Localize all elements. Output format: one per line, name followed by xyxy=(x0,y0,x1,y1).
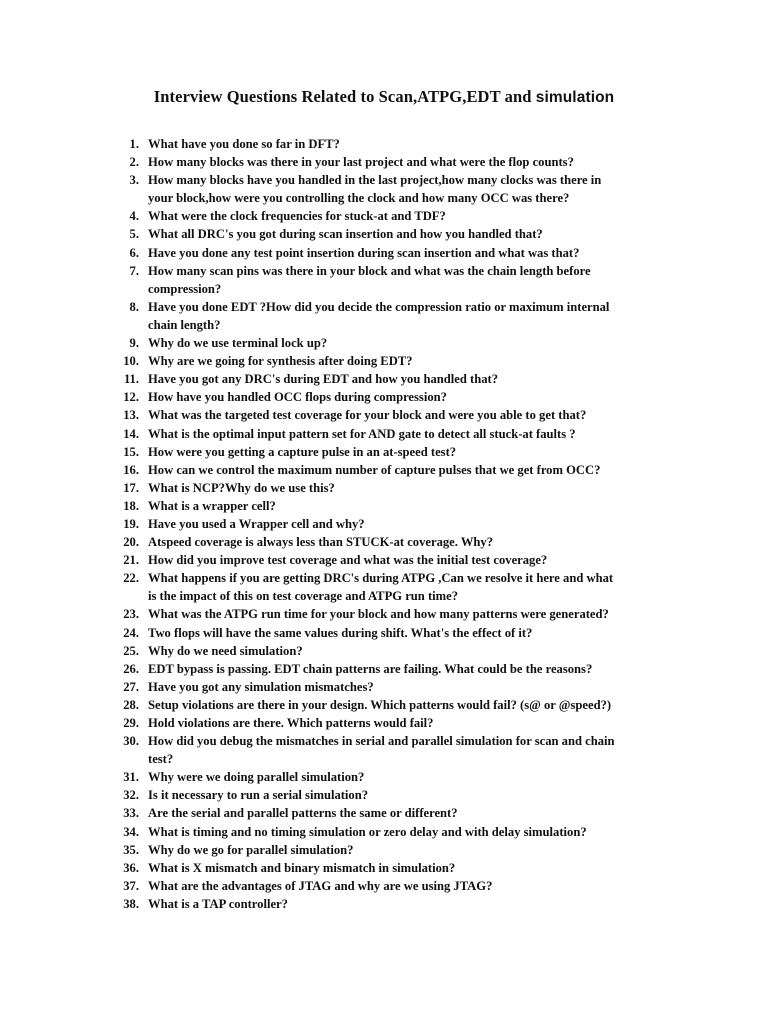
question-number: 18. xyxy=(123,498,139,513)
question-item xyxy=(112,605,672,623)
question-text-line: Hold violations are there. Which patterns would fail? xyxy=(148,716,434,730)
question-text-line: Have you got any DRC's during EDT and how you handled that? xyxy=(148,372,499,387)
question-item xyxy=(112,768,672,786)
question-text-line: How have you handled OCC flops during compression? xyxy=(148,390,447,405)
question-text xyxy=(148,804,672,822)
question-text-line: Is it necessary to run a serial simulation? xyxy=(148,788,369,803)
question-text-line: Are the serial and parallel patterns the same or different? xyxy=(148,806,458,821)
question-number: 15. xyxy=(123,444,139,459)
question-number: 38. xyxy=(123,896,139,911)
question-text-line: How many blocks have you handled in the last project,how many clocks was there in xyxy=(148,173,602,188)
question-text-line: Why do we go for parallel simulation? xyxy=(148,842,354,857)
question-text-line: How were you getting a capture pulse in an at-speed test? xyxy=(148,444,457,459)
question-number: 37. xyxy=(123,878,139,893)
question-item xyxy=(112,425,672,443)
question-item xyxy=(112,804,672,822)
question-text-line: chain length? xyxy=(148,317,221,332)
question-number: 17. xyxy=(123,480,139,495)
question-text xyxy=(148,696,672,714)
question-item xyxy=(112,732,672,768)
question-text-line: Have you got any simulation mismatches? xyxy=(148,679,374,694)
question-number: 12. xyxy=(123,390,139,405)
question-text-line: What have you done so far in DFT? xyxy=(148,137,340,151)
question-text-line: What is a wrapper cell? xyxy=(148,498,276,513)
question-text xyxy=(148,859,672,877)
question-text-line: How many blocks was there in your last project and what were the flop counts? xyxy=(148,155,574,170)
question-item xyxy=(112,443,672,461)
question-number: 27. xyxy=(123,679,139,694)
question-text-line: What is a TAP controller? xyxy=(148,896,288,911)
question-text-line: Atspeed coverage is always less than STUCK-at coverage. Why? xyxy=(148,535,494,550)
question-number: 10. xyxy=(123,354,139,369)
question-item xyxy=(112,551,672,569)
question-item xyxy=(112,533,672,551)
question-item xyxy=(112,352,672,370)
question-item xyxy=(112,696,672,714)
question-text xyxy=(148,605,672,623)
question-item xyxy=(112,786,672,804)
question-text xyxy=(148,298,672,334)
question-item xyxy=(112,497,672,515)
question-text xyxy=(148,135,672,153)
question-item xyxy=(112,171,672,207)
question-number: 3. xyxy=(129,173,139,188)
question-item xyxy=(112,678,672,696)
question-number: 6. xyxy=(129,245,139,260)
question-number: 33. xyxy=(123,806,139,821)
question-text xyxy=(148,732,672,768)
question-number: 32. xyxy=(123,788,139,803)
question-number: 23. xyxy=(123,607,139,622)
question-item xyxy=(112,262,672,298)
question-item xyxy=(112,642,672,660)
page-title-main: Interview Questions Related to Scan,ATPG,EDT and xyxy=(153,87,536,106)
question-item xyxy=(112,334,672,352)
question-number: 25. xyxy=(123,643,139,658)
question-text-line: What are the advantages of JTAG and why are we using JTAG? xyxy=(148,878,493,893)
question-number: 2. xyxy=(129,155,139,170)
question-number: 19. xyxy=(123,516,139,531)
question-item xyxy=(112,135,672,153)
question-text-line: Setup violations are there in your design. Which patterns would fail? (s@ or @speed?) xyxy=(148,697,612,712)
question-item xyxy=(112,479,672,497)
question-text-line: How can we control the maximum number of capture pulses that we get from OCC? xyxy=(148,462,601,477)
question-text xyxy=(148,262,672,298)
question-text-line: Have you done any test point insertion during scan insertion and what was that? xyxy=(148,245,580,260)
question-item xyxy=(112,388,672,406)
question-number: 34. xyxy=(123,824,139,839)
question-text-line: Two flops will have the same values during shift. What's the effect of it? xyxy=(148,625,533,640)
question-text-line: compression? xyxy=(148,281,222,296)
question-text xyxy=(148,497,672,515)
question-text xyxy=(148,461,672,479)
question-item xyxy=(112,624,672,642)
question-text xyxy=(148,352,672,370)
question-text-line: Why were we doing parallel simulation? xyxy=(148,770,365,785)
question-item xyxy=(112,406,672,424)
question-text xyxy=(148,515,672,533)
question-text-line: Have you done EDT ?How did you decide the compression ratio or maximum internal xyxy=(148,299,610,314)
question-text-line: What was the targeted test coverage for your block and were you able to get that? xyxy=(148,408,587,423)
question-number: 29. xyxy=(123,716,139,730)
page-title xyxy=(0,87,768,107)
question-text-line: What is NCP?Why do we use this? xyxy=(148,480,335,495)
question-number: 22. xyxy=(123,571,139,586)
question-item xyxy=(112,515,672,533)
question-text xyxy=(148,443,672,461)
question-text-line: Why do we need simulation? xyxy=(148,643,303,658)
question-item xyxy=(112,207,672,225)
question-text-line: How many scan pins was there in your block and what was the chain length before xyxy=(148,263,591,278)
question-text-line: What happens if you are getting DRC's during ATPG ,Can we resolve it here and what xyxy=(148,571,614,586)
question-number: 8. xyxy=(129,299,139,314)
question-number: 13. xyxy=(123,408,139,423)
question-number: 26. xyxy=(123,661,139,676)
question-text-line: What were the clock frequencies for stuck-at and TDF? xyxy=(148,209,446,224)
question-text xyxy=(148,153,672,171)
question-item xyxy=(112,895,672,913)
question-text xyxy=(148,714,672,732)
question-item xyxy=(112,298,672,334)
question-item xyxy=(112,714,672,732)
question-text-line: Why do we use terminal lock up? xyxy=(148,336,328,351)
question-text-line: What is X mismatch and binary mismatch in simulation? xyxy=(148,860,456,875)
question-text-line: What is the optimal input pattern set for AND gate to detect all stuck-at faults ? xyxy=(148,426,576,441)
question-item xyxy=(112,370,672,388)
question-item xyxy=(112,461,672,479)
question-item xyxy=(112,225,672,243)
question-text xyxy=(148,768,672,786)
question-text-line: Have you used a Wrapper cell and why? xyxy=(148,516,365,531)
question-text xyxy=(148,569,672,605)
question-number: 28. xyxy=(123,697,139,712)
question-text xyxy=(148,823,672,841)
question-item xyxy=(112,153,672,171)
question-item xyxy=(112,823,672,841)
question-list xyxy=(112,135,672,913)
question-text xyxy=(148,642,672,660)
question-text-line: What is timing and no timing simulation or zero delay and with delay simulation? xyxy=(148,824,587,839)
question-item xyxy=(112,660,672,678)
question-number: 7. xyxy=(129,263,139,278)
question-item xyxy=(112,877,672,895)
question-text xyxy=(148,678,672,696)
question-number: 14. xyxy=(123,426,139,441)
question-number: 30. xyxy=(123,734,139,749)
question-text-line: What was the ATPG run time for your block and how many patterns were generated? xyxy=(148,607,609,622)
question-text xyxy=(148,479,672,497)
question-number: 4. xyxy=(129,209,139,224)
question-item xyxy=(112,569,672,605)
question-text xyxy=(148,551,672,569)
question-number: 16. xyxy=(123,462,139,477)
question-text xyxy=(148,388,672,406)
question-text xyxy=(148,533,672,551)
question-text xyxy=(148,895,672,913)
question-text xyxy=(148,244,672,262)
page-title-tail: simulation xyxy=(535,89,615,106)
question-text xyxy=(148,406,672,424)
question-text xyxy=(148,334,672,352)
question-item xyxy=(112,244,672,262)
question-item xyxy=(112,841,672,859)
question-text xyxy=(148,225,672,243)
question-text xyxy=(148,171,672,207)
question-number: 1. xyxy=(129,137,139,151)
question-text xyxy=(148,877,672,895)
question-number: 5. xyxy=(129,227,139,242)
question-text xyxy=(148,624,672,642)
question-text xyxy=(148,425,672,443)
question-text-line: EDT bypass is passing. EDT chain patterns are failing. What could be the reasons? xyxy=(148,661,593,676)
question-number: 24. xyxy=(123,625,139,640)
question-number: 31. xyxy=(123,770,139,785)
question-text-line: your block,how were you controlling the clock and how many OCC was there? xyxy=(148,191,570,206)
question-text-line: How did you debug the mismatches in serial and parallel simulation for scan and chain xyxy=(148,734,615,749)
question-text-line: test? xyxy=(148,752,174,767)
question-item xyxy=(112,859,672,877)
question-text xyxy=(148,660,672,678)
question-text xyxy=(148,841,672,859)
question-number: 20. xyxy=(123,535,139,550)
question-text-line: Why are we going for synthesis after doing EDT? xyxy=(148,354,413,369)
question-text-line: What all DRC's you got during scan insertion and how you handled that? xyxy=(148,227,543,242)
question-number: 21. xyxy=(123,553,139,568)
question-number: 11. xyxy=(123,372,139,387)
question-text xyxy=(148,370,672,388)
question-text xyxy=(148,207,672,225)
question-number: 9. xyxy=(129,336,139,351)
question-number: 36. xyxy=(123,860,139,875)
question-number: 35. xyxy=(123,842,139,857)
question-text-line: How did you improve test coverage and what was the initial test coverage? xyxy=(148,553,548,568)
question-text xyxy=(148,786,672,804)
question-text-line: is the impact of this on test coverage and ATPG run time? xyxy=(148,589,459,604)
